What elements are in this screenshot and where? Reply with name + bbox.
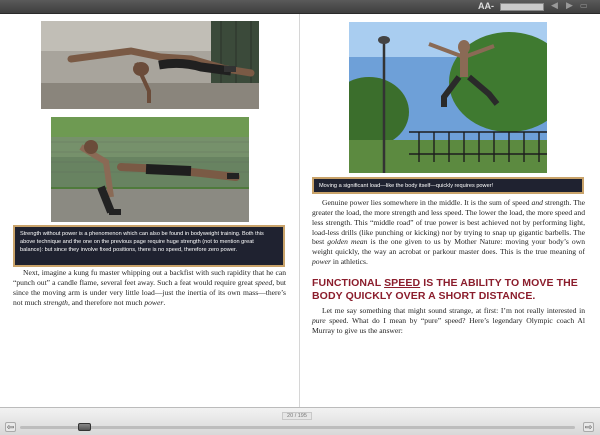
left-paragraph: Next, imagine a kung fu master whipping out a backfist with such rapidity that he can “punch out” a candle flame, several feet away. Such a feat would require great speed, but since the moving arm is under very little load—just the inertia of its own mass—there’s not much strength, and therefore not much power. [13, 268, 286, 307]
photo-flag-hold [51, 117, 249, 222]
arrow-left-icon[interactable]: ⇦ [6, 423, 15, 433]
right-caption-text: Moving a significant load—like the body itself—quickly requires power! [319, 183, 494, 189]
arrow-right-icon[interactable]: ⇨ [584, 423, 593, 433]
left-caption-box [13, 225, 285, 267]
page-divider [299, 14, 300, 407]
monitor-icon[interactable]: ▭ [580, 1, 588, 10]
page-slider-track[interactable] [20, 426, 575, 429]
heading-underlined-word: SPEED [384, 277, 421, 289]
section-heading [312, 277, 587, 303]
triangle-left-icon[interactable]: ◀ [551, 1, 558, 11]
photo-planche [41, 21, 259, 109]
right-caption-box [312, 177, 584, 194]
heading-part-2: IS THE ABILITY TO MOVE THE BODY QUICKLY OVER A SHORT DISTANCE. [312, 277, 578, 302]
triangle-right-icon[interactable]: ▶ [566, 1, 573, 11]
right-paragraph-1: Genuine power lies somewhere in the middle. It is the sum of speed and strength. The greater the load, the more strength and less speed. The lower the load, the more speed and less strength. This “middle road” of true power is best achieved not by performing light, load-less drills (like punching or kicking) nor by trying to snap up gigantic barbells. The best golden mean is the one given to us by Mother Nature: moving your body’s own weight quickly, the way an acrobat or parkour master does. This is the true meaning of power in athletics. [312, 198, 585, 267]
top-toolbar [0, 0, 600, 14]
heading-part-1: FUNCTIONAL [312, 277, 385, 289]
page-indicator[interactable]: 20 / 195 [282, 412, 312, 420]
photo-jump [349, 22, 547, 173]
left-body-text [13, 268, 286, 307]
right-body-text-2 [312, 306, 585, 336]
search-input[interactable] [500, 3, 544, 11]
right-paragraph-2: Let me say something that might sound strange, at first: I’m not really interested in pure speed. What do I mean by “pure” speed? Here’s legendary Olympic coach Al Murray to give us the answer: [312, 306, 585, 335]
left-caption-text: Strength without power is a phenomenon which can also be found in bodyweight training. Both this above technique and the one on the previous page require huge strength (not to mention great balance): but since they involve fixed positions, there is no speed, therefore zero power. [20, 231, 264, 254]
page-slider-handle[interactable] [78, 423, 91, 431]
font-size-button[interactable]: AA- [478, 1, 494, 11]
right-body-text-1 [312, 198, 585, 267]
